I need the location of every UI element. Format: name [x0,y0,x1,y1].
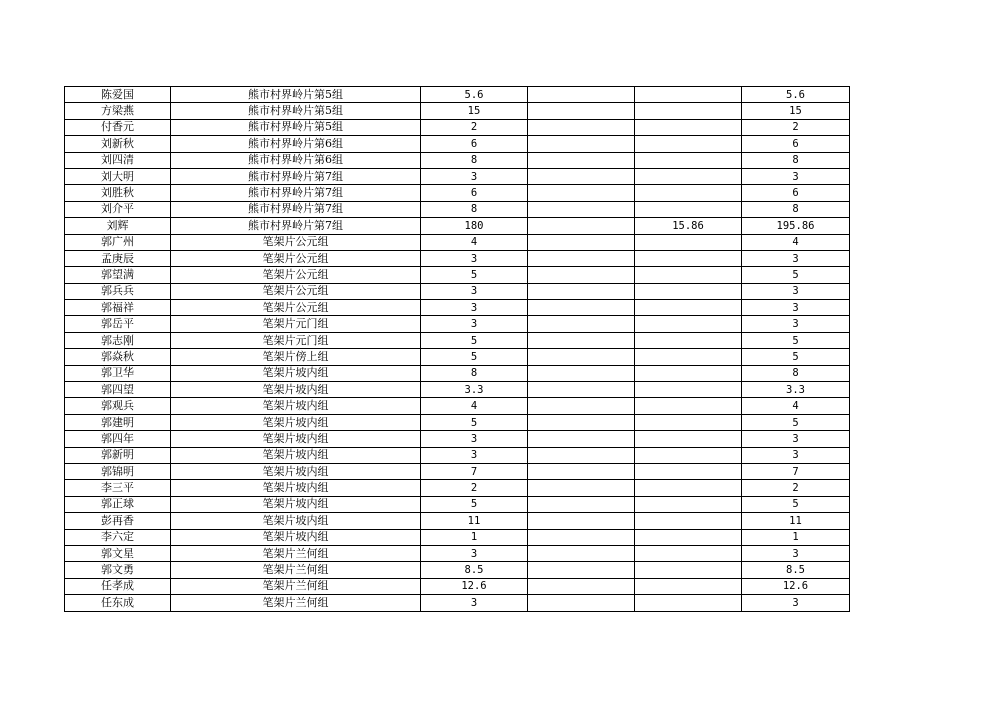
location-cell: 熊市村界岭片第5组 [171,103,421,119]
name-cell: 李六定 [65,529,171,545]
extra-cell-2 [635,480,742,496]
extra-cell-1 [528,529,635,545]
name-cell: 郭广州 [65,234,171,250]
extra-cell-1 [528,513,635,529]
amount-cell: 4 [421,234,528,250]
extra-cell-2 [635,136,742,152]
location-cell: 熊市村界岭片第7组 [171,201,421,217]
total-cell: 7 [742,463,850,479]
total-cell: 6 [742,185,850,201]
name-cell: 郭文勇 [65,562,171,578]
amount-cell: 5 [421,349,528,365]
table-row [65,480,850,496]
amount-cell: 7 [421,463,528,479]
extra-cell-2 [635,595,742,611]
table-row [65,349,850,365]
total-cell: 5 [742,414,850,430]
amount-cell: 3.3 [421,382,528,398]
amount-cell: 3 [421,283,528,299]
location-cell: 笔架片坡内组 [171,480,421,496]
table-row [65,578,850,594]
location-cell: 笔架片元门组 [171,316,421,332]
name-cell: 郭福祥 [65,300,171,316]
table-row [65,283,850,299]
extra-cell-1 [528,431,635,447]
table-row [65,234,850,250]
total-cell: 8.5 [742,562,850,578]
total-cell: 3.3 [742,382,850,398]
extra-cell-2 [635,365,742,381]
amount-cell: 8 [421,201,528,217]
table-row [65,119,850,135]
total-cell: 5 [742,496,850,512]
extra-cell-1 [528,545,635,561]
amount-cell: 3 [421,168,528,184]
extra-cell-1 [528,218,635,234]
extra-cell-1 [528,480,635,496]
extra-cell-1 [528,382,635,398]
extra-cell-2 [635,349,742,365]
total-cell: 1 [742,529,850,545]
extra-cell-1 [528,168,635,184]
extra-cell-1 [528,365,635,381]
name-cell: 彭再香 [65,513,171,529]
data-table [64,86,850,612]
name-cell: 刘辉 [65,218,171,234]
location-cell: 笔架片坡内组 [171,431,421,447]
table-row [65,447,850,463]
name-cell: 郭兵兵 [65,283,171,299]
total-cell: 15 [742,103,850,119]
location-cell: 笔架片兰何组 [171,562,421,578]
location-cell: 笔架片公元组 [171,267,421,283]
total-cell: 5 [742,267,850,283]
total-cell: 3 [742,431,850,447]
table-row [65,562,850,578]
amount-cell: 4 [421,398,528,414]
table-row [65,382,850,398]
location-cell: 熊市村界岭片第7组 [171,218,421,234]
name-cell: 刘新秋 [65,136,171,152]
location-cell: 笔架片兰何组 [171,578,421,594]
extra-cell-1 [528,300,635,316]
total-cell: 3 [742,447,850,463]
extra-cell-1 [528,87,635,103]
amount-cell: 1 [421,529,528,545]
extra-cell-2 [635,316,742,332]
extra-cell-2 [635,332,742,348]
extra-cell-1 [528,562,635,578]
amount-cell: 3 [421,300,528,316]
total-cell: 11 [742,513,850,529]
extra-cell-2: 15.86 [635,218,742,234]
extra-cell-1 [528,496,635,512]
name-cell: 郭正球 [65,496,171,512]
extra-cell-2 [635,119,742,135]
location-cell: 笔架片坡内组 [171,414,421,430]
name-cell: 郭锦明 [65,463,171,479]
location-cell: 笔架片坡内组 [171,529,421,545]
name-cell: 方梁燕 [65,103,171,119]
total-cell: 3 [742,300,850,316]
extra-cell-1 [528,185,635,201]
extra-cell-1 [528,136,635,152]
extra-cell-2 [635,250,742,266]
extra-cell-1 [528,267,635,283]
extra-cell-2 [635,431,742,447]
extra-cell-2 [635,201,742,217]
name-cell: 郭四年 [65,431,171,447]
amount-cell: 3 [421,250,528,266]
location-cell: 笔架片公元组 [171,283,421,299]
name-cell: 郭岳平 [65,316,171,332]
total-cell: 4 [742,398,850,414]
location-cell: 笔架片坡内组 [171,447,421,463]
amount-cell: 3 [421,545,528,561]
name-cell: 付香元 [65,119,171,135]
total-cell: 2 [742,119,850,135]
name-cell: 任东成 [65,595,171,611]
amount-cell: 2 [421,480,528,496]
extra-cell-2 [635,529,742,545]
total-cell: 3 [742,595,850,611]
table-row [65,332,850,348]
extra-cell-1 [528,578,635,594]
name-cell: 郭焱秋 [65,349,171,365]
name-cell: 郭建明 [65,414,171,430]
location-cell: 笔架片坡内组 [171,496,421,512]
extra-cell-1 [528,349,635,365]
amount-cell: 6 [421,136,528,152]
total-cell: 8 [742,152,850,168]
amount-cell: 3 [421,316,528,332]
location-cell: 熊市村界岭片第7组 [171,185,421,201]
amount-cell: 5 [421,332,528,348]
total-cell: 8 [742,201,850,217]
amount-cell: 180 [421,218,528,234]
name-cell: 孟庚辰 [65,250,171,266]
amount-cell: 3 [421,447,528,463]
table-row [65,152,850,168]
table-row [65,218,850,234]
extra-cell-1 [528,398,635,414]
location-cell: 笔架片坡内组 [171,398,421,414]
amount-cell: 8.5 [421,562,528,578]
location-cell: 笔架片兰何组 [171,545,421,561]
table-row [65,185,850,201]
amount-cell: 3 [421,595,528,611]
amount-cell: 5 [421,414,528,430]
extra-cell-2 [635,267,742,283]
name-cell: 郭卫华 [65,365,171,381]
table-row [65,201,850,217]
table-row [65,414,850,430]
total-cell: 3 [742,250,850,266]
name-cell: 刘胜秋 [65,185,171,201]
location-cell: 笔架片坡内组 [171,513,421,529]
location-cell: 笔架片元门组 [171,332,421,348]
total-cell: 2 [742,480,850,496]
extra-cell-2 [635,414,742,430]
extra-cell-2 [635,545,742,561]
location-cell: 熊市村界岭片第6组 [171,152,421,168]
extra-cell-2 [635,578,742,594]
total-cell: 3 [742,168,850,184]
extra-cell-2 [635,168,742,184]
total-cell: 5.6 [742,87,850,103]
table-row [65,267,850,283]
amount-cell: 5 [421,267,528,283]
total-cell: 4 [742,234,850,250]
table-row [65,513,850,529]
total-cell: 12.6 [742,578,850,594]
table-row [65,463,850,479]
table-row [65,496,850,512]
table-row [65,398,850,414]
name-cell: 任孝成 [65,578,171,594]
location-cell: 笔架片兰何组 [171,595,421,611]
amount-cell: 5.6 [421,87,528,103]
table-row [65,136,850,152]
extra-cell-1 [528,119,635,135]
total-cell: 6 [742,136,850,152]
total-cell: 195.86 [742,218,850,234]
extra-cell-1 [528,234,635,250]
extra-cell-1 [528,595,635,611]
extra-cell-1 [528,201,635,217]
name-cell: 郭文星 [65,545,171,561]
table-row [65,168,850,184]
location-cell: 笔架片公元组 [171,250,421,266]
extra-cell-2 [635,463,742,479]
name-cell: 郭观兵 [65,398,171,414]
table-row [65,87,850,103]
extra-cell-2 [635,300,742,316]
table-row [65,431,850,447]
name-cell: 陈爱国 [65,87,171,103]
amount-cell: 2 [421,119,528,135]
table-row [65,545,850,561]
extra-cell-2 [635,152,742,168]
table-row [65,316,850,332]
amount-cell: 8 [421,152,528,168]
extra-cell-2 [635,87,742,103]
extra-cell-2 [635,562,742,578]
name-cell: 郭四望 [65,382,171,398]
name-cell: 李三平 [65,480,171,496]
extra-cell-1 [528,283,635,299]
extra-cell-1 [528,250,635,266]
extra-cell-2 [635,398,742,414]
table-row [65,300,850,316]
name-cell: 刘大明 [65,168,171,184]
location-cell: 笔架片坡内组 [171,365,421,381]
extra-cell-1 [528,463,635,479]
amount-cell: 3 [421,431,528,447]
extra-cell-1 [528,103,635,119]
amount-cell: 5 [421,496,528,512]
table-body [65,87,850,612]
name-cell: 郭望满 [65,267,171,283]
location-cell: 笔架片坡内组 [171,463,421,479]
total-cell: 3 [742,545,850,561]
table-row [65,595,850,611]
name-cell: 郭志刚 [65,332,171,348]
name-cell: 郭新明 [65,447,171,463]
extra-cell-1 [528,152,635,168]
location-cell: 笔架片公元组 [171,300,421,316]
location-cell: 熊市村界岭片第6组 [171,136,421,152]
table-row [65,529,850,545]
amount-cell: 8 [421,365,528,381]
extra-cell-1 [528,316,635,332]
extra-cell-2 [635,283,742,299]
extra-cell-2 [635,513,742,529]
extra-cell-1 [528,332,635,348]
extra-cell-1 [528,414,635,430]
extra-cell-2 [635,185,742,201]
table-row [65,103,850,119]
name-cell: 刘介平 [65,201,171,217]
extra-cell-2 [635,496,742,512]
location-cell: 熊市村界岭片第7组 [171,168,421,184]
total-cell: 3 [742,316,850,332]
table-row [65,250,850,266]
location-cell: 笔架片傍上组 [171,349,421,365]
table-row [65,365,850,381]
extra-cell-2 [635,103,742,119]
total-cell: 5 [742,349,850,365]
location-cell: 笔架片公元组 [171,234,421,250]
name-cell: 刘四清 [65,152,171,168]
location-cell: 笔架片坡内组 [171,382,421,398]
amount-cell: 15 [421,103,528,119]
location-cell: 熊市村界岭片第5组 [171,119,421,135]
location-cell: 熊市村界岭片第5组 [171,87,421,103]
amount-cell: 6 [421,185,528,201]
total-cell: 5 [742,332,850,348]
total-cell: 8 [742,365,850,381]
total-cell: 3 [742,283,850,299]
extra-cell-1 [528,447,635,463]
amount-cell: 11 [421,513,528,529]
extra-cell-2 [635,382,742,398]
extra-cell-2 [635,447,742,463]
amount-cell: 12.6 [421,578,528,594]
extra-cell-2 [635,234,742,250]
